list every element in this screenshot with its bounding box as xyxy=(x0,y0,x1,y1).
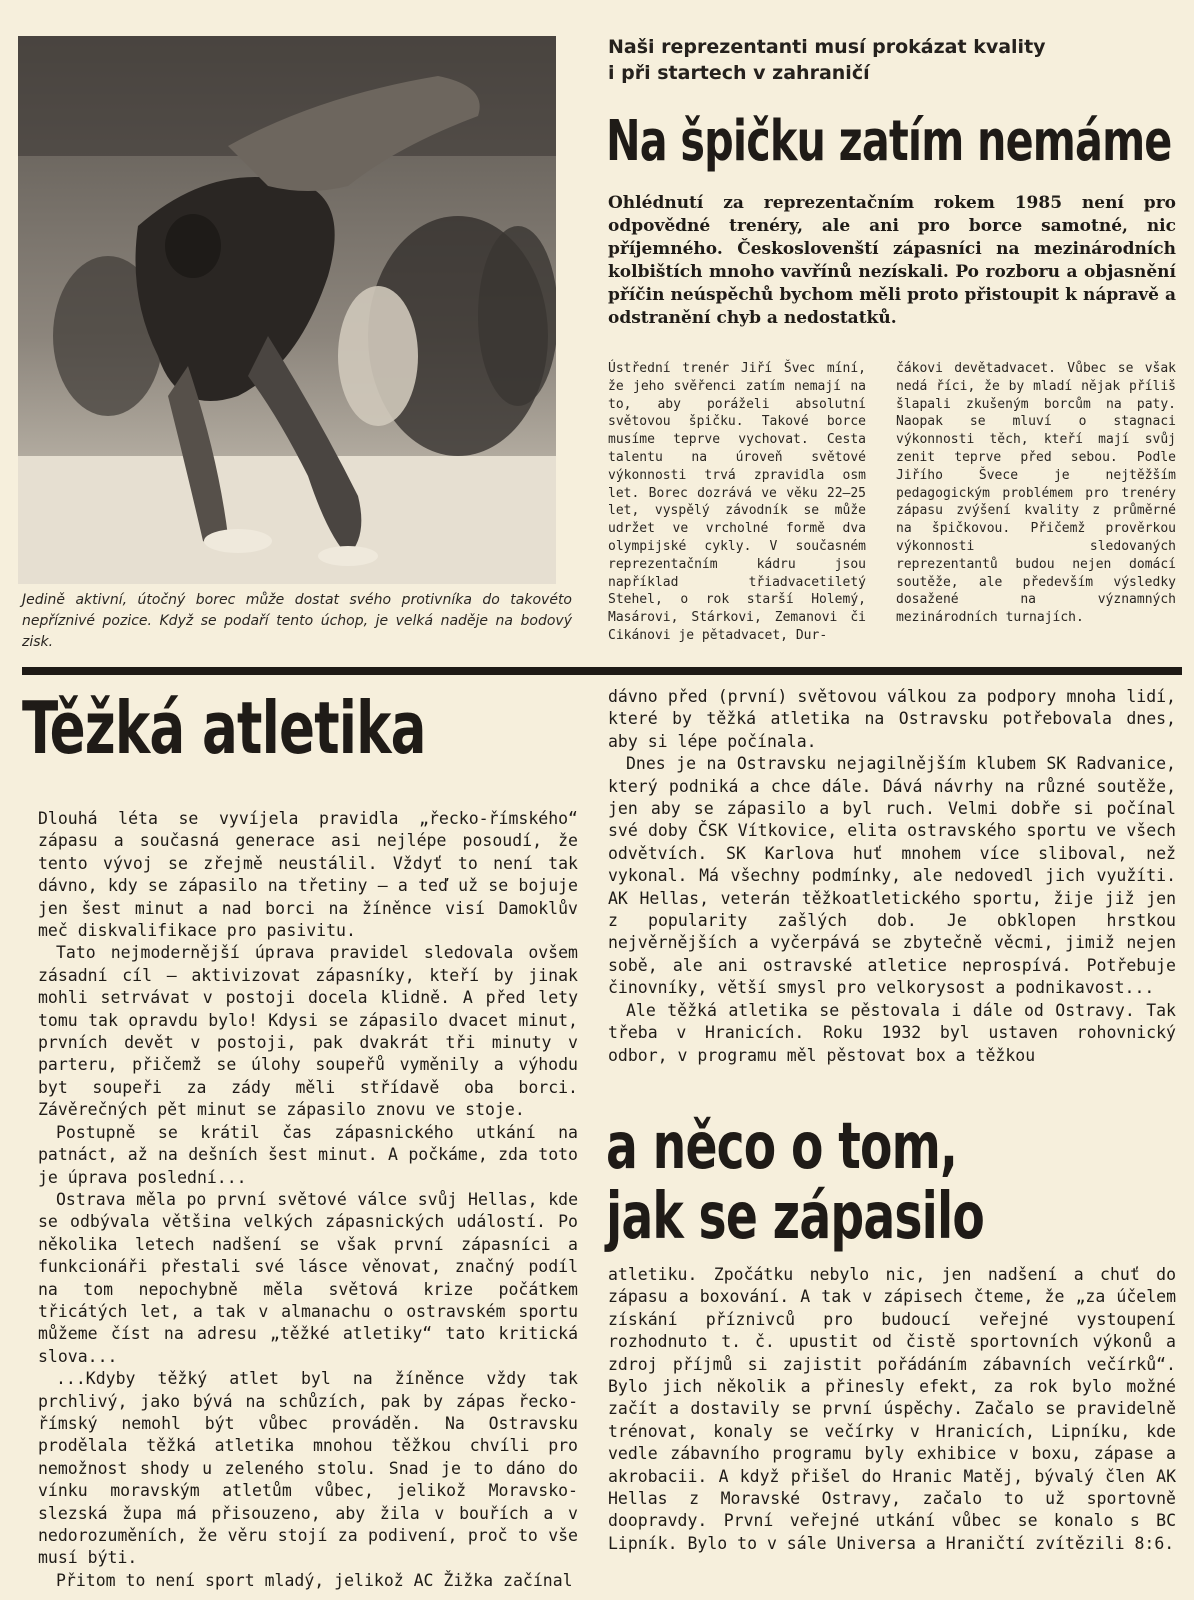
photo-caption: Jedině aktivní, útočný borec může dostat svého protivníka do takovéto nepříznivé pozice. Když se podaří tento úchop, je velká naděje na bodový zisk. xyxy=(22,592,572,650)
top-column-a xyxy=(608,360,866,645)
top-headline: Na špičku zatím nemáme xyxy=(606,109,1172,174)
article-paragraph: Ostrava měla po první světové válce svůj Hellas, kde se odbývala většina velkých zápasnických událostí. Po několika letech nadšení se však první zápasníci a funkcionáři přestali své lásce věnovat, značný podíl na tom nepochybně měla světová krize počátkem třicátých let, a tak v almanachu o ostravském sportu můžeme číst na adresu „těžké atletiky“ tato kritická slova... xyxy=(38,1189,578,1366)
headline-part2-line2: jak se zápasilo xyxy=(606,1180,984,1254)
article-paragraph: Dlouhá léta se vyvíjela pravidla „řecko-římského“ zápasu a současná generace asi nejlépe posoudí, že tento vývoj se zřejmě neustálil. Vždyť to není tak dávno, kdy se zápasilo na třetiny — a teď už se bojuje jen šest minut a nad borci na žíněnce visí Damoklův meč diskvalifikace pro pasivitu. xyxy=(38,809,578,941)
article-paragraph: dávno před (první) světovou válkou za podpory mnoha lidí, které by těžká atletika na Ostravsku potřebovala dnes, aby si lépe počínala. xyxy=(608,687,1176,751)
article-paragraph: Postupně se krátil čas zápasnického utkání na patnáct, až na dešních šest minut. A počkáme, zda toto je úprava poslední... xyxy=(38,1122,578,1187)
column-b-text: čákovi devětadvacet. Vůbec se však nedá říci, že by mladí nějak příliš šlapali zkušeným borcům na paty. Naopak se mluví o stagnaci výkonnosti těch, kteří mají svůj zenit teprve před sebou. Podle Jiřího Švece je nejtěžším pedagogickým problémem pro trenéry zápasu zvýšení kvality z průměrné na špičkovou. Přičemž prověrkou výkonnosti sledovaných reprezentantů budou nejen domácí soutěže, ale především výsledky dosažené na významných mezinárodních turnajích. xyxy=(896,361,1176,626)
article-paragraph: ...Kdyby těžký atlet byl na žíněnce vždy tak prchlivý, jako bývá na schůzích, pak by zápas řecko-římský nemohl být vůbec prováděn. Na Ostravsku prodělala těžká atletika mnohou těžkou chvíli pro nemožnost shody u zeleného stolu. Snad je to dáno do vínku moravským atletům vůbec, jelikož Moravsko-slezská župa má přisouzeno, aby žila v bouřích a v nedorozuměních, že věru stojí za podivení, proč to vše musí býti. xyxy=(38,1369,578,1568)
top-column-b xyxy=(896,360,1176,627)
article-paragraph: Tato nejmodernější úprava pravidel sledovala ovšem zásadní cíl — aktivizovat zápasníky, kteří by jinak mohli setrvávat v postoji docela klidně. A před lety tomu tak opravdu bylo! Kdysi se zápasilo dvacet minut, prvních devět v postoji, pak dvakrát tři minuty v parteru, přičemž se úlohy soupeřů vyměnily a výhodu byt soupeři za zády měli střídavě oba borci. Závěrečných pět minut se zápasilo znovu ve stoje. xyxy=(38,943,578,1120)
column-a-text: Ústřední trenér Jiří Švec míní, že jeho svěřenci zatím nemají na to, aby poráželi absolutní světovou špičku. Takové borce musíme teprve vychovat. Cesta talentu na úroveň světové výkonnosti trvá zpravidla osm let. Borec dozrává ve věku 22—25 let, vyspělý závodník se může udržet ve vrcholné formě dva olympijské cykly. V současném reprezentačním kádru jsou například třiadvacetiletý Stehel, o rok starší Holemý, Masárovi, Stárkovi, Zemanovi či Cikánovi je pětadvacet, Dur- xyxy=(608,361,866,643)
wrestling-photo xyxy=(18,36,556,584)
headline-part2-line1: a něco o tom, xyxy=(606,1110,958,1184)
article-paragraph: Přitom to není sport mladý, jelikož AC Žižka začínal xyxy=(56,1570,573,1590)
bottom-headline-part2 xyxy=(606,1112,984,1252)
top-kicker xyxy=(608,34,1178,86)
bottom-headline-part1: Těžká atletika xyxy=(22,686,426,770)
lead-paragraph: Ohlédnutí za reprezentačním rokem 1985 není pro odpovědné trenéry, ale ani pro borce samotné, nic příjemného. Českoslovenští zápasníci na mezinárodních kolbištích mnoho vavřínů nezískali. Po rozboru a objasnění příčin neúspěchů bychom měli proto přistoupit k nápravě a odstranění chyb a nedostatků. xyxy=(608,193,1176,328)
section-divider xyxy=(22,667,1182,675)
article-paragraph: Ale těžká atletika se pěstovala i dále od Ostravy. Tak třeba v Hranicích. Roku 1932 byl ustaven rohovnický odbor, v programu měl pěstovat box a těžkou xyxy=(608,1000,1176,1065)
kicker-line-1: Naši reprezentanti musí prokázat kvality xyxy=(608,36,1046,58)
bottom-left-column xyxy=(38,808,578,1592)
bottom-right-column-bottom xyxy=(608,1264,1176,1555)
article-paragraph: Dnes je na Ostravsku nejagilnějším klubem SK Radvanice, který podniká a chce dále. Dává návrhy na různé soutěže, jen aby se zápasilo a byl ruch. Velmi dobře si počínal své doby ČSK Vítkovice, elita ostravského sportu ve všech odvětvích. SK Karlova huť mnohem více sliboval, než vykonal. Má všechny podmínky, ale nedovedl jich využíti. AK Hellas, veterán těžkoatletického sportu, žije již jen z popularity zašlých dob. Je obklopen hrstkou nejvěrnějších a vyčerpává se zbytečně věcmi, jimiž nejen sobě, ale ani ostravské atletice neprospívá. Potřebuje činovníky, větší smysl pro velkorysost a podnikavost... xyxy=(608,754,1176,998)
kicker-line-2: i při startech v zahraničí xyxy=(608,62,870,84)
bottom-right-column-top xyxy=(608,686,1176,1067)
top-lead xyxy=(608,192,1176,330)
article-paragraph: atletiku. Zpočátku nebylo nic, jen nadšení a chuť do zápasu a boxování. A tak v zápisech čteme, že „za účelem získání příznivců pro budoucí veřejné vystoupení rozhodnuto t. č. upustit od čistě sportovních výkonů a zdroj příjmů si zajistit pořádáním zábavních večírků“. Bylo jich několik a přinesly efekt, za rok bylo možné začít a dostavily se první úspěchy. Začalo se pravidelně trénovat, konaly se večírky v Hranicích, Lipníku, kde vedle zábavního programu byly exhibice v boxu, zápase a akrobacii. A když přišel do Hranic Matěj, bývalý člen AK Hellas z Moravské Ostravy, začalo to už sportovně doopravdy. První veřejné utkání vůbec se konalo s BC Lipník. Bylo to v sále Universa a Hraničtí zvítězili 8:6. xyxy=(608,1265,1176,1553)
